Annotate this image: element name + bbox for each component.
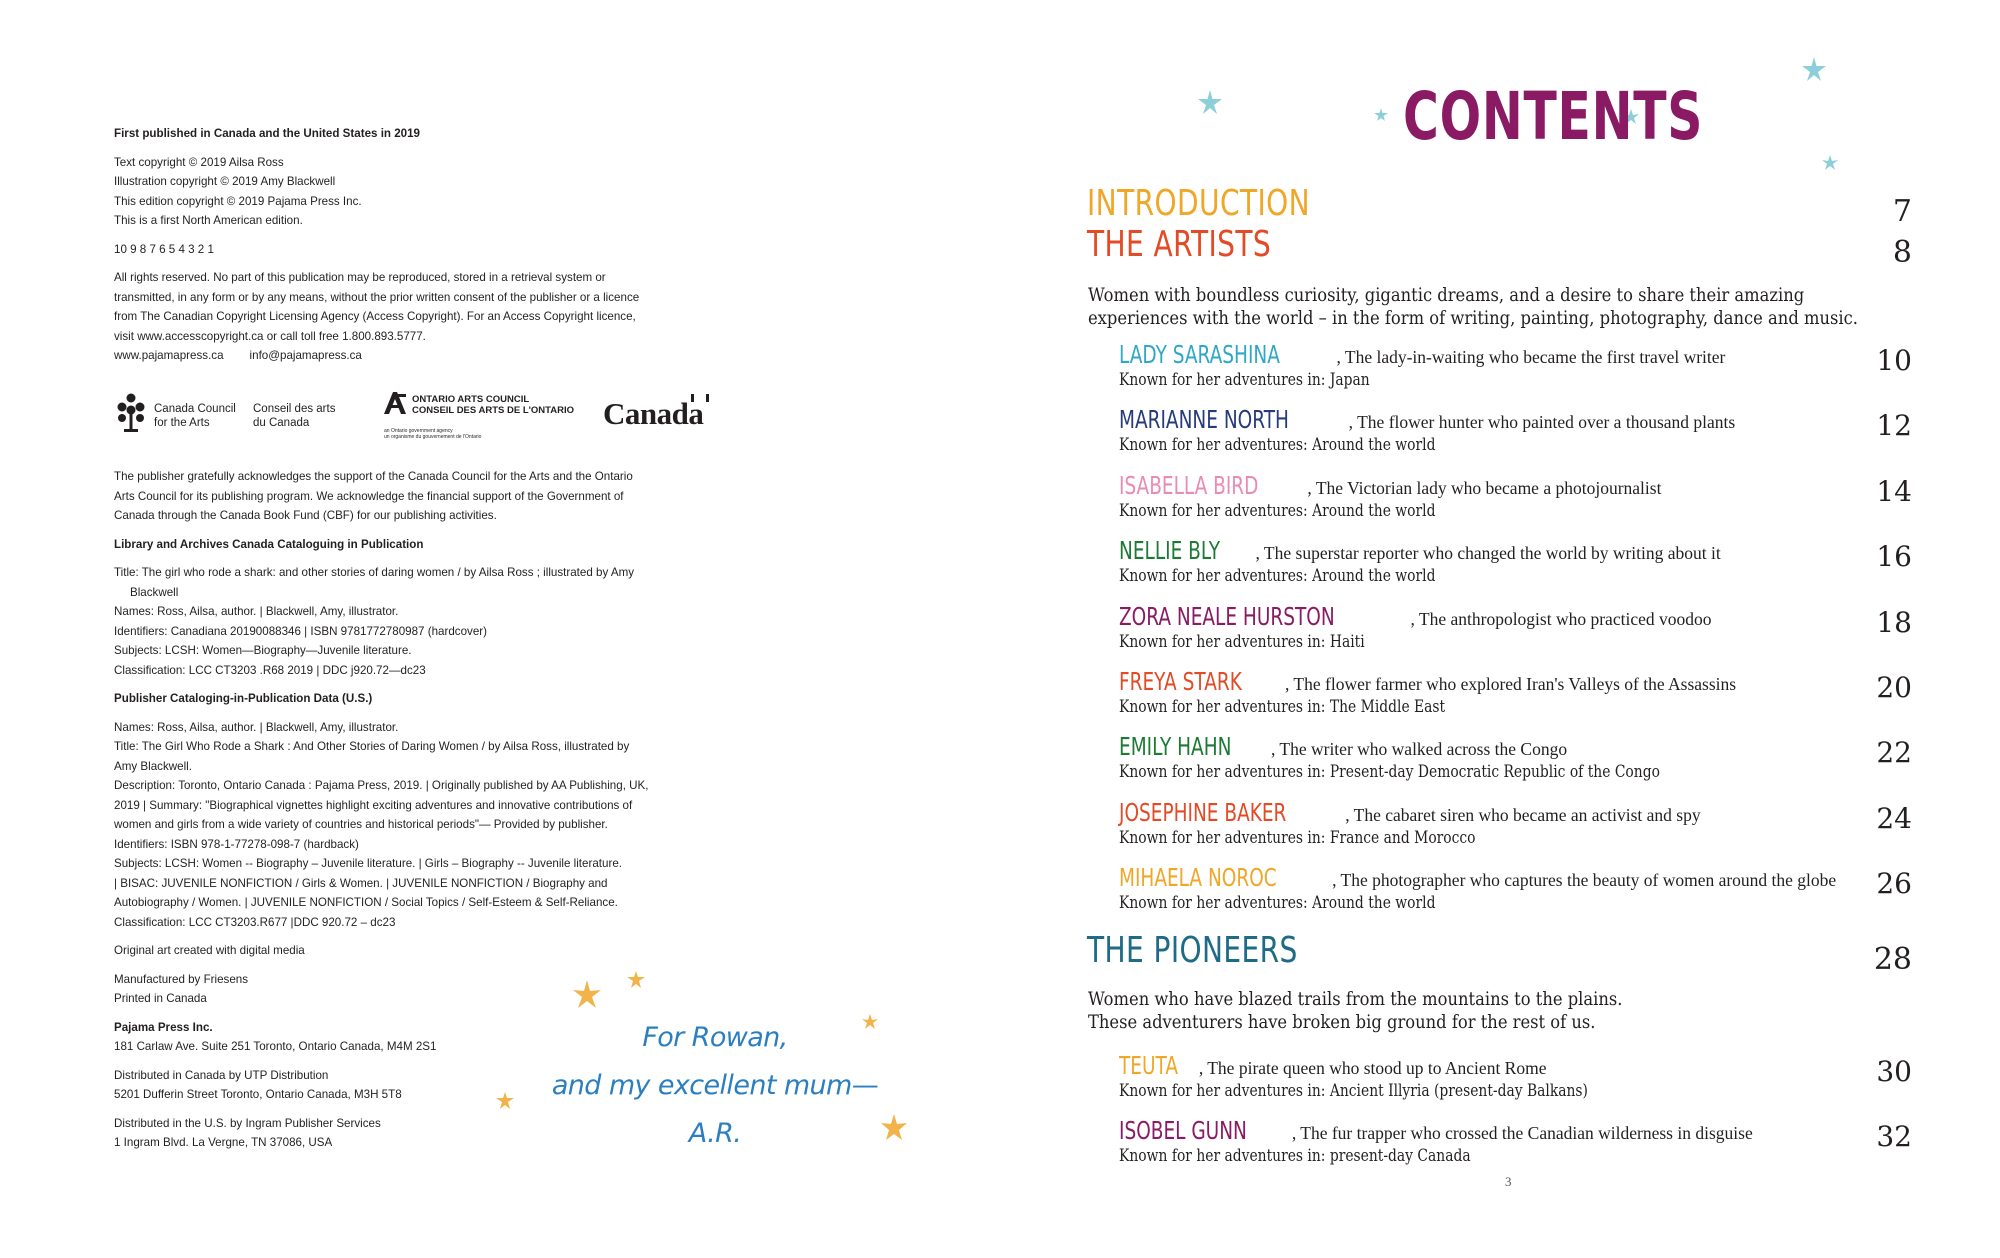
entry-name: TEUTA: [1119, 1051, 1179, 1080]
rights-line: visit www.accesscopyright.ca or call toll free 1.800.893.5777.: [114, 329, 426, 343]
entry-name: MIHAELA NOROC: [1119, 863, 1277, 893]
email-link[interactable]: info@pajamapress.ca: [249, 349, 362, 362]
pcip-record: [114, 718, 694, 933]
entry-name: EMILY HAHN: [1119, 732, 1232, 762]
oac-small-1: an Ontario government agency: [384, 428, 453, 434]
entry-headline: [1119, 863, 1919, 892]
ontario-arts-council-icon: [382, 390, 408, 416]
entry-description: , The flower hunter who painted over a thousand plants: [1348, 412, 1736, 433]
distribution-line: 5201 Dufferin Street Toronto, Ontario Canada, M3H 5T8: [114, 1088, 402, 1101]
page-number: 24: [1876, 801, 1912, 835]
entry-description: , The anthropologist who practiced voodoo: [1410, 608, 1712, 629]
star-icon: [1373, 107, 1389, 123]
contact-line: [114, 346, 694, 366]
page-number: 20: [1876, 671, 1912, 704]
contents-entry[interactable]: [1119, 667, 1919, 716]
canada-wordmark-text: Canada: [603, 396, 704, 431]
entry-known-for: Known for her adventures: Around the world: [1119, 893, 1436, 913]
entry-headline: [1119, 667, 1919, 696]
entry-name: FREYA STARK: [1119, 667, 1242, 696]
entry-known-for: Known for her adventures in: Present-day Democratic Republic of the Congo: [1119, 762, 1660, 782]
rights-notice: [114, 268, 694, 366]
pcip-line: 2019 | Summary: "Biographical vignettes highlight exciting adventures and innovative contributions of: [114, 798, 633, 812]
distribution-line: Distributed in the U.S. by Ingram Publisher Services: [114, 1116, 381, 1130]
cca-name-fr-2: du Canada: [253, 417, 310, 429]
oac-small-2: un organisme du gouvernement de l'Ontario: [384, 434, 482, 440]
pcip-heading: Publisher Cataloging-in-Publication Data (U.S.): [114, 692, 373, 705]
lac-title-cont: Blackwell: [130, 585, 179, 599]
page-number: 8: [1892, 235, 1912, 270]
contents-entry[interactable]: [1119, 602, 1919, 651]
page-number: 30: [1876, 1055, 1912, 1088]
section-description: [1088, 988, 1810, 1034]
ack-line: Arts Council for its publishing program. We acknowledge the financial support of the Government of: [114, 489, 624, 503]
credit-line: Text copyright © 2019 Ailsa Ross: [114, 155, 284, 169]
entry-known-for: Known for her adventures in: present-day Canada: [1119, 1146, 1471, 1166]
cca-name-en-1: Canada Council: [154, 403, 236, 415]
funder-logos: [116, 390, 716, 446]
contents-entry[interactable]: [1119, 798, 1919, 847]
credit-line: This is a first North American edition.: [114, 214, 303, 227]
pcip-line: Description: Toronto, Ontario Canada : Pajama Press, 2019. | Originally published by AA Publishing, UK,: [114, 779, 649, 792]
entry-description: , The fur trapper who crossed the Canadian wilderness in disguise: [1291, 1123, 1753, 1144]
entry-known-for: Known for her adventures in: Japan: [1119, 370, 1370, 389]
ack-line: The publisher gratefully acknowledges the support of the Canada Council for the Arts and the Ontario: [114, 470, 633, 483]
section-pioneers[interactable]: THE PIONEERS: [1087, 930, 1298, 971]
entry-headline: [1119, 1116, 1919, 1145]
pcip-line: Identifiers: ISBN 978-1-77278-098-7 (hardback): [114, 837, 359, 851]
cca-name-fr-1: Conseil des arts: [253, 403, 336, 415]
contents-title: CONTENTS: [1403, 78, 1704, 155]
entry-known-for: Known for her adventures in: Haiti: [1119, 631, 1365, 651]
lac-title: Title: The girl who rode a shark: and other stories of daring women / by Ailsa Ross ; illustrated by Amy: [114, 566, 635, 579]
section-description-line: Women with boundless curiosity, gigantic dreams, and a desire to share their amazing: [1088, 284, 1805, 306]
page-number: 10: [1876, 344, 1912, 377]
publisher-name: Pajama Press Inc.: [114, 1020, 213, 1034]
print-line: 10 9 8 7 6 5 4 3 2 1: [114, 242, 214, 256]
dedication: [540, 1014, 890, 1158]
entry-headline: [1119, 732, 1919, 761]
contents-entry[interactable]: [1119, 536, 1919, 585]
ontario-arts-council-logo: [382, 390, 582, 446]
entry-name: MARIANNE NORTH: [1119, 405, 1289, 435]
page-number: 32: [1876, 1120, 1912, 1154]
publisher-address: 181 Carlaw Ave. Suite 251 Toronto, Ontario Canada, M4M 2S1: [114, 1040, 437, 1053]
original-art: Original art created with digital media: [114, 944, 305, 957]
entry-description: , The photographer who captures the beauty of women around the globe: [1332, 870, 1837, 891]
entry-headline: [1119, 536, 1919, 565]
contents-entry[interactable]: [1119, 1116, 1919, 1165]
oac-name-1: ONTARIO ARTS COUNCIL: [412, 394, 530, 405]
pcip-line: Names: Ross, Ailsa, author. | Blackwell, Amy, illustrator.: [114, 720, 399, 734]
entry-known-for: Known for her adventures in: France and Morocco: [1119, 827, 1476, 847]
section-description-line: experiences with the world – in the form of writing, painting, photography, dance and music.: [1088, 307, 1858, 329]
credit-line: Illustration copyright © 2019 Amy Blackwell: [114, 175, 336, 188]
entry-name: LADY SARASHINA: [1119, 340, 1280, 369]
star-icon: [878, 1112, 910, 1144]
lac-heading: Library and Archives Canada Cataloguing in Publication: [114, 537, 424, 551]
contents-entry[interactable]: [1119, 732, 1919, 781]
contents-entry[interactable]: [1119, 471, 1919, 520]
dedication-line: and my excellent mum—A.R.: [551, 1070, 879, 1149]
entry-description: , The Victorian lady who became a photojournalist: [1307, 477, 1662, 498]
page-number: 26: [1876, 867, 1912, 901]
lac-subjects: Subjects: LCSH: Women—Biography—Juvenile literature.: [114, 644, 412, 657]
lac-identifiers: Identifiers: Canadiana 20190088346 | ISBN 9781772780987 (hardcover): [114, 624, 487, 638]
acknowledgements: [114, 467, 694, 526]
canada-council-icon: [116, 392, 146, 434]
oac-name-2: CONSEIL DES ARTS DE L'ONTARIO: [412, 405, 575, 416]
canada-council-logo: [116, 390, 356, 440]
credits: [114, 153, 694, 231]
lac-classification: Classification: LCC CT3203 .R68 2019 | DDC j920.72—dc23: [114, 663, 426, 677]
page-number: 7: [1892, 194, 1912, 229]
flag-icon: [691, 394, 709, 402]
dedication-line: For Rowan,: [642, 1022, 788, 1053]
entry-description: , The lady-in-waiting who became the first travel writer: [1336, 347, 1726, 367]
entry-headline: [1119, 471, 1919, 500]
section-description-line: These adventurers have broken big ground for the rest of us.: [1088, 1011, 1596, 1033]
contents-entry[interactable]: [1119, 863, 1919, 912]
page-number: 22: [1876, 736, 1912, 770]
page-number: 18: [1876, 605, 1912, 639]
contents-entry[interactable]: [1119, 340, 1919, 389]
entry-headline: [1119, 405, 1919, 434]
pcip-line: women and girls from a wide variety of countries and historical periods"— Provided by publisher.: [114, 818, 608, 831]
page-folio: 3: [1505, 1174, 1512, 1189]
lac-record: [114, 563, 694, 680]
rights-line: from The Canadian Copyright Licensing Agency (Access Copyright). For an Access Copyright licence,: [114, 310, 636, 323]
page-number: 12: [1876, 409, 1912, 443]
entry-known-for: Known for her adventures in: The Middle East: [1119, 697, 1446, 716]
entry-description: , The cabaret siren who became an activist and spy: [1345, 804, 1701, 825]
star-icon: [860, 1012, 880, 1032]
pcip-line: Subjects: LCSH: Women -- Biography – Juvenile literature. | Girls – Biography -- Juvenile literature.: [114, 857, 622, 870]
section-artists[interactable]: THE ARTISTS: [1087, 224, 1272, 265]
manufacturer-line: Manufactured by Friesens: [114, 972, 249, 986]
pcip-line: Autobiography / Women. | JUVENILE NONFICTION / Social Topics / Self-Esteem & Self-Reliance.: [114, 896, 618, 909]
page-number: 28: [1873, 942, 1912, 977]
entry-headline: [1119, 798, 1919, 827]
page-number: 14: [1876, 474, 1912, 508]
entry-description: , The superstar reporter who changed the world by writing about it: [1255, 543, 1721, 564]
section-introduction[interactable]: INTRODUCTION: [1087, 183, 1311, 224]
entry-headline: [1119, 602, 1919, 631]
copyright-block: [114, 124, 694, 375]
entry-known-for: Known for her adventures: Around the world: [1119, 500, 1436, 520]
contents-page: [1000, 0, 2000, 1258]
distribution-line: 1 Ingram Blvd. La Vergne, TN 37086, USA: [114, 1136, 333, 1149]
section-description-line: Women who have blazed trails from the mountains to the plains.: [1088, 988, 1623, 1010]
canada-wordmark: [603, 396, 703, 432]
contents-entry[interactable]: [1119, 405, 1919, 454]
entry-name: JOSEPHINE BAKER: [1119, 797, 1287, 827]
credit-line: This edition copyright © 2019 Pajama Press Inc.: [114, 194, 362, 208]
entry-description: , The writer who walked across the Congo: [1270, 739, 1568, 760]
contents-entry[interactable]: [1119, 1051, 1919, 1100]
entry-name: ISABELLA BIRD: [1119, 470, 1259, 500]
section-description: [1088, 284, 1858, 330]
pcip-line: | BISAC: JUVENILE NONFICTION / Girls & Women. | JUVENILE NONFICTION / Biography and: [114, 876, 608, 890]
lac-names: Names: Ross, Ailsa, author. | Blackwell, Amy, illustrator.: [114, 605, 399, 618]
entry-known-for: Known for her adventures: Around the world: [1119, 435, 1436, 455]
rights-line: transmitted, in any form or by any means, without the prior written consent of the publisher or a licence: [114, 290, 640, 304]
entry-description: , The pirate queen who stood up to Ancient Rome: [1198, 1058, 1547, 1078]
entry-known-for: Known for her adventures: Around the world: [1119, 566, 1436, 586]
pcip-line: Amy Blackwell.: [114, 759, 192, 773]
entry-name: NELLIE BLY: [1119, 536, 1221, 566]
star-icon: [494, 1090, 516, 1112]
star-icon: [1195, 88, 1225, 118]
rights-line: All rights reserved. No part of this publication may be reproduced, stored in a retrieval system or: [114, 271, 606, 284]
star-icon: [570, 978, 604, 1012]
star-icon: [625, 969, 647, 991]
manufacturer-line: Printed in Canada: [114, 992, 207, 1005]
star-icon: [1820, 153, 1840, 173]
first-published: First published in Canada and the United States in 2019: [114, 127, 421, 140]
entry-headline: [1119, 1051, 1919, 1080]
entry-known-for: Known for her adventures in: Ancient Illyria (present-day Balkans): [1119, 1081, 1588, 1100]
star-icon: [1799, 55, 1829, 85]
ack-line: Canada through the Canada Book Fund (CBF) for our publishing activities.: [114, 509, 497, 522]
cca-name-en-2: for the Arts: [154, 417, 210, 429]
entry-headline: [1119, 340, 1919, 369]
entry-description: , The flower farmer who explored Iran's Valleys of the Assassins: [1285, 674, 1737, 694]
pcip-line: Title: The Girl Who Rode a Shark : And Other Stories of Daring Women / by Ailsa Ross, illustrated by: [114, 740, 630, 753]
entry-name: ISOBEL GUNN: [1119, 1116, 1247, 1146]
page-number: 16: [1876, 540, 1912, 574]
website-link[interactable]: www.pajamapress.ca: [114, 349, 224, 362]
manufacturer: [114, 970, 694, 1009]
distribution-line: Distributed in Canada by UTP Distribution: [114, 1068, 329, 1082]
pcip-line: Classification: LCC CT3203.R677 |DDC 920.72 – dc23: [114, 915, 396, 929]
entry-name: ZORA NEALE HURSTON: [1119, 601, 1335, 631]
